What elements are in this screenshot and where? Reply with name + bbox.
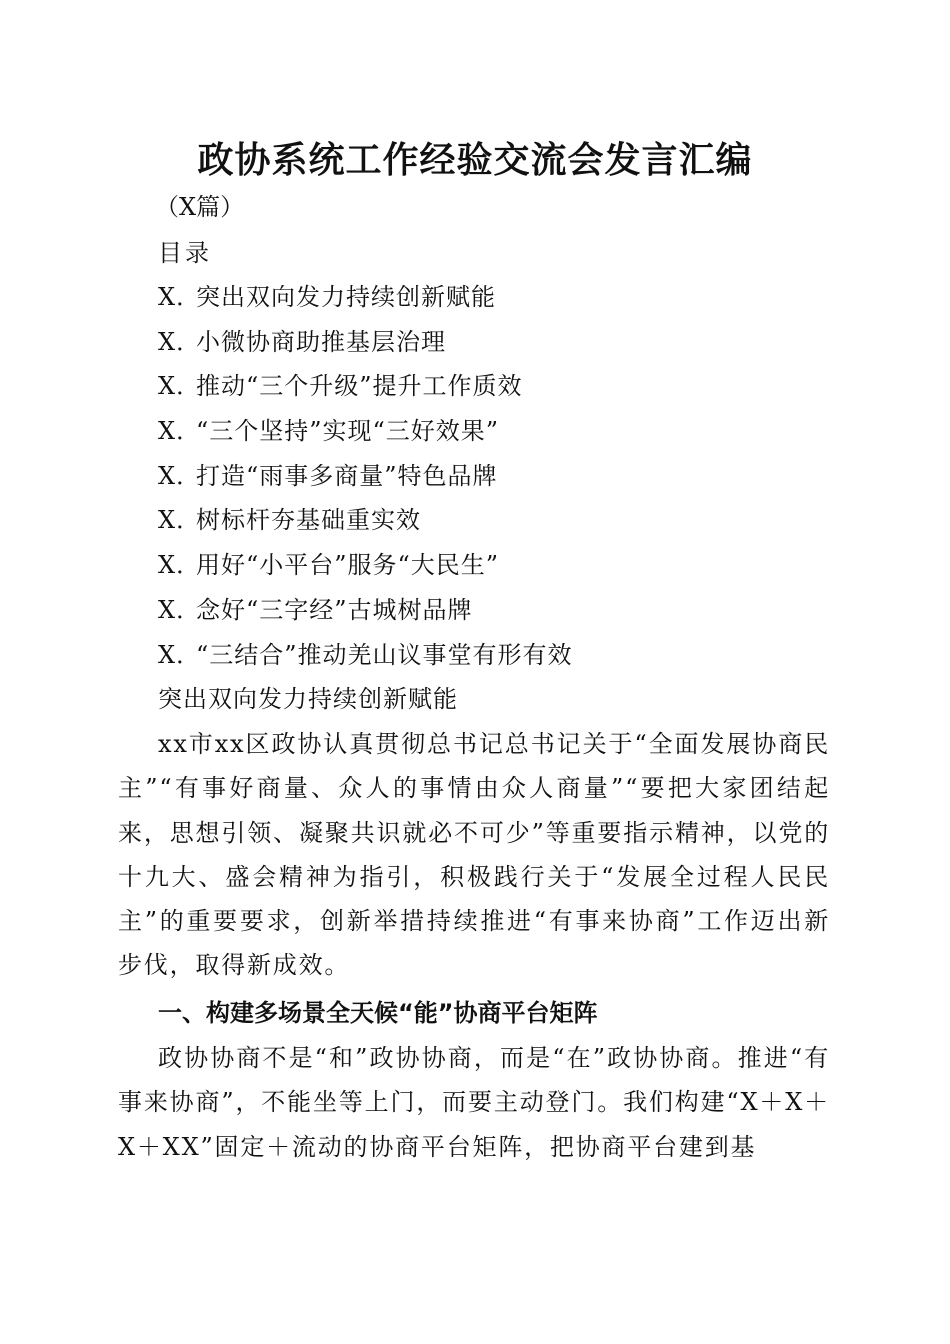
toc-item-text: 打造“雨事多商量”特色品牌 [196, 461, 498, 490]
toc-item-number: X． [158, 595, 202, 624]
toc-item-text: 小微协商助推基层治理 [196, 327, 446, 356]
toc-item [158, 325, 573, 370]
toc-item [158, 503, 573, 548]
toc-item [158, 459, 573, 504]
toc-item-number: X． [158, 417, 202, 446]
section-title: 突出双向发力持续创新赋能 [158, 685, 458, 713]
toc-item [158, 414, 573, 459]
toc-item-number: X． [158, 461, 202, 490]
toc-item [158, 280, 573, 325]
toc-item-text: “三结合”推动羌山议事堂有形有效 [196, 640, 573, 669]
toc-item-number: X． [158, 327, 202, 356]
toc-item-number: X． [158, 640, 202, 669]
intro-paragraph: xx市xx区政协认真贯彻总书记总书记关于“全面发展协商民主”“有事好商量、众人的事情由众人商量”“要把大家团结起来，思想引领、凝聚共识就必不可少”等重要指示精神，以党的十九大、盛会精神为指引，积极践行关于“发展全过程人民民主”的重要要求，创新举措持续推进“有事来协商”工作迈出新步伐，取得新成效。 [118, 730, 830, 980]
toc-item-text: 突出双向发力持续创新赋能 [196, 283, 496, 311]
table-of-contents [158, 280, 573, 682]
toc-heading: 目录 [158, 239, 212, 267]
toc-item-number: X． [158, 506, 202, 535]
body-paragraph: 政协协商不是“和”政协协商，而是“在”政协协商。推进“有事来协商”，不能坐等上门，而要主动登门。我们构建“X＋X＋X＋XX”固定＋流动的协商平台矩阵，把协商平台建到基 [118, 1044, 830, 1161]
document-title: 政协系统工作经验交流会发言汇编 [197, 139, 753, 181]
toc-item [158, 369, 573, 414]
toc-item-number: X． [158, 372, 202, 401]
toc-item-text: 念好“三字经”古城树品牌 [196, 595, 473, 624]
toc-item-text: 树标杆夯基础重实效 [196, 506, 421, 535]
toc-item-text: 推动“三个升级”提升工作质效 [196, 372, 523, 401]
toc-item [158, 638, 573, 683]
toc-item-number: X． [158, 283, 202, 311]
toc-item-text: “三个坚持”实现“三好效果” [196, 417, 500, 446]
heading-1: 一、构建多场景全天候“能”协商平台矩阵 [158, 999, 598, 1027]
toc-item-text: 用好“小平台”服务“大民生” [196, 551, 500, 580]
document-subtitle: （X篇） [155, 193, 245, 221]
toc-item-number: X． [158, 551, 202, 580]
toc-item [158, 548, 573, 593]
toc-item [158, 593, 573, 638]
